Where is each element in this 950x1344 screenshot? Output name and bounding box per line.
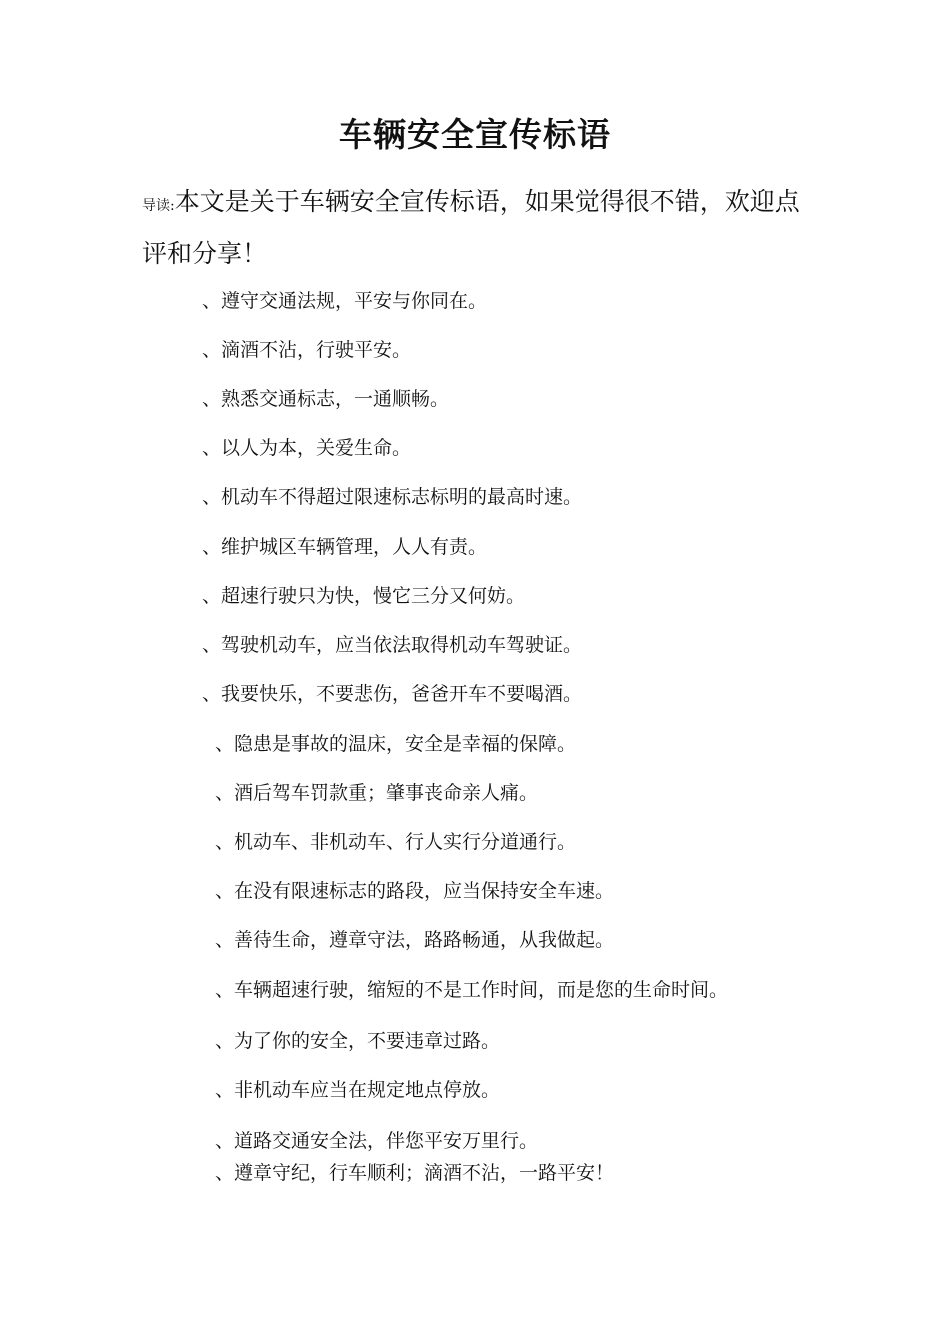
slogan-item: 、滴酒不沾，行驶平安。 — [202, 339, 412, 361]
slogan-item: 、我要快乐，不要悲伤，爸爸开车不要喝酒。 — [202, 683, 583, 705]
page-title: 车辆安全宣传标语 — [339, 115, 611, 154]
intro-paragraph — [142, 178, 822, 278]
slogan-item: 、机动车不得超过限速标志标明的最高时速。 — [202, 486, 583, 508]
slogan-item: 、隐患是事故的温床，安全是幸福的保障。 — [215, 733, 577, 755]
slogan-item: 、善待生命，遵章守法，路路畅通，从我做起。 — [215, 929, 615, 951]
slogan-item: 、以人为本，关爱生命。 — [202, 437, 412, 459]
intro-label: 导读: — [142, 198, 175, 214]
slogan-item: 、遵章守纪，行车顺利；滴酒不沾，一路平安！ — [215, 1162, 615, 1184]
slogan-item: 、维护城区车辆管理，人人有责。 — [202, 536, 488, 558]
slogan-item: 、驾驶机动车，应当依法取得机动车驾驶证。 — [202, 634, 583, 656]
intro-text: 本文是关于车辆安全宣传标语，如果觉得很不错，欢迎点评和分享！ — [142, 187, 800, 268]
slogan-item: 、熟悉交通标志，一通顺畅。 — [202, 388, 450, 410]
slogan-item: 、酒后驾车罚款重；肇事丧命亲人痛。 — [215, 782, 539, 804]
slogan-item: 、遵守交通法规，平安与你同在。 — [202, 290, 488, 312]
slogan-item: 、为了你的安全，不要违章过路。 — [215, 1030, 501, 1052]
slogan-item: 、非机动车应当在规定地点停放。 — [215, 1079, 501, 1101]
slogan-item: 、车辆超速行驶，缩短的不是工作时间，而是您的生命时间。 — [215, 979, 729, 1001]
slogan-item: 、机动车、非机动车、行人实行分道通行。 — [215, 831, 577, 853]
slogan-item: 、超速行驶只为快，慢它三分又何妨。 — [202, 585, 526, 607]
slogan-item: 、在没有限速标志的路段，应当保持安全车速。 — [215, 880, 615, 902]
slogan-item: 、道路交通安全法，伴您平安万里行。 — [215, 1130, 539, 1152]
